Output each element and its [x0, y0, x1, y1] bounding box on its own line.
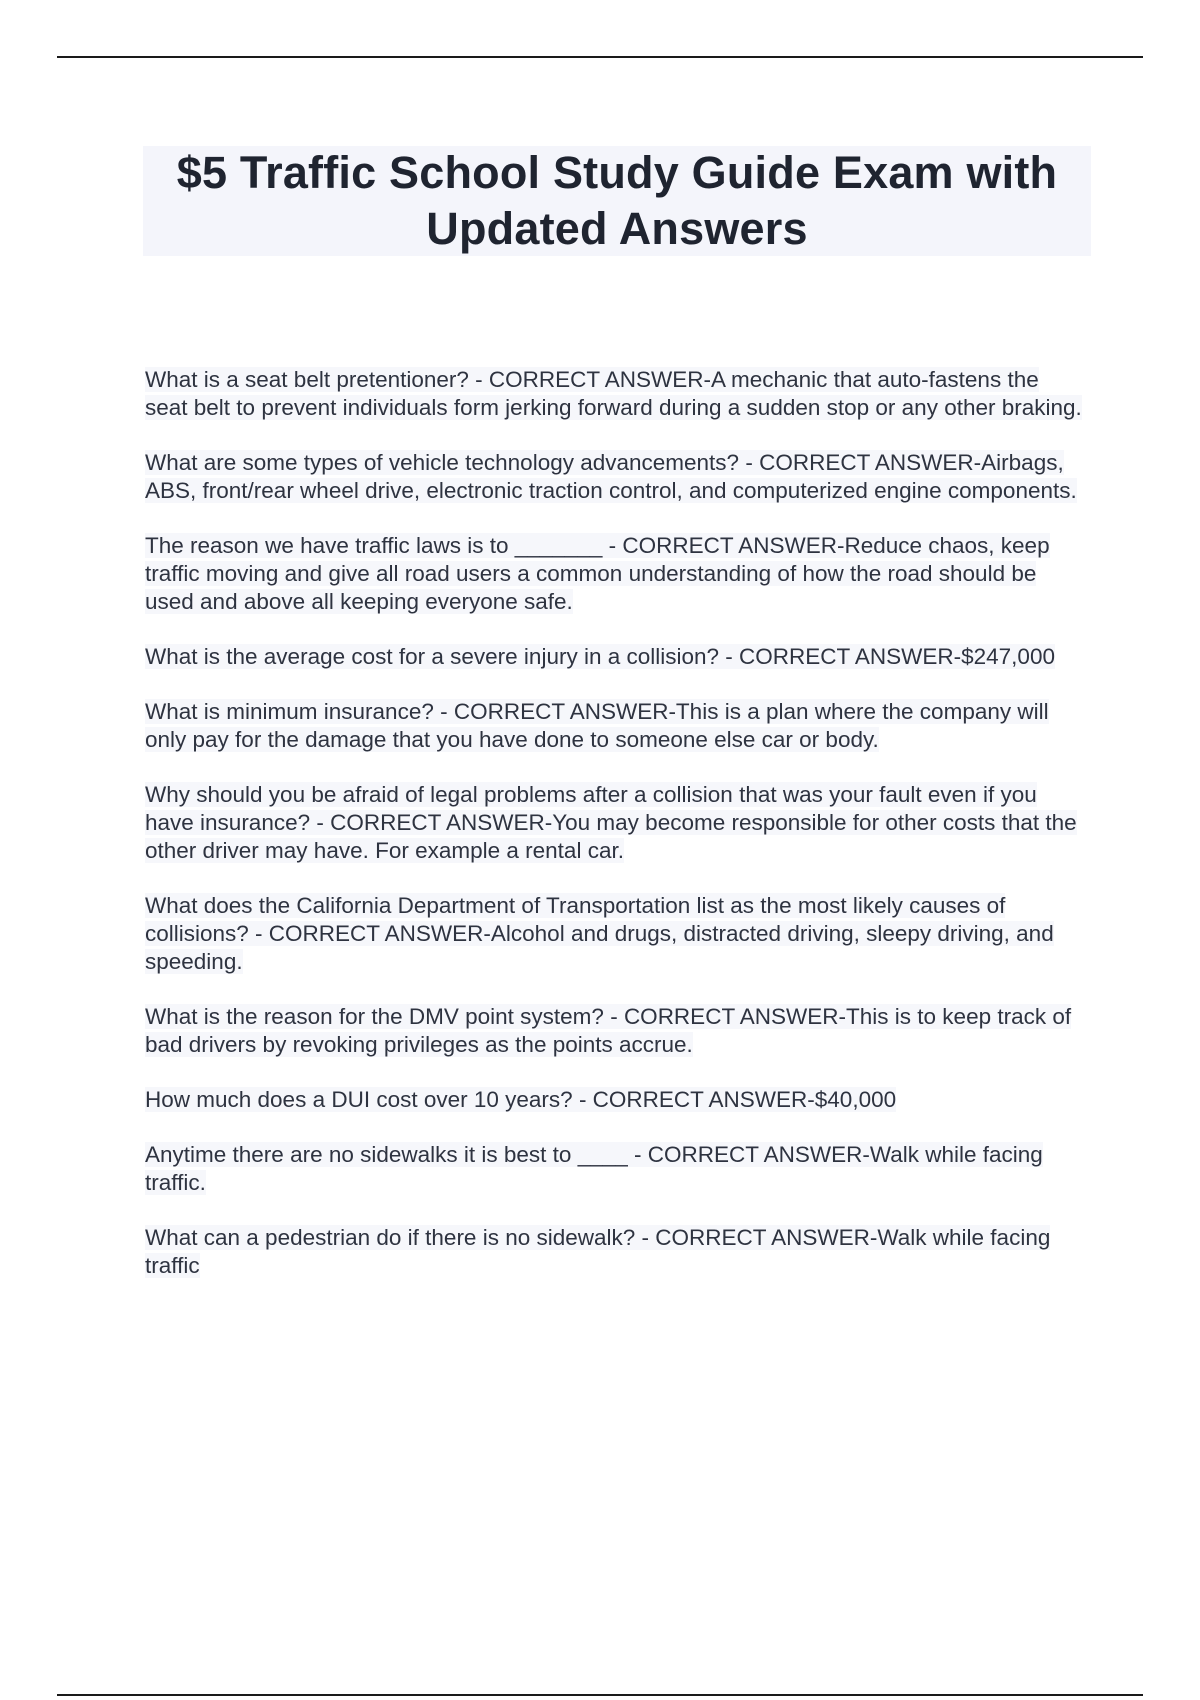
- qa-text: What are some types of vehicle technology advancements? - CORRECT ANSWER-Airbags, ABS, front/rear wheel drive, electronic traction control, and computerized engine components.: [145, 450, 1077, 503]
- qa-item: [145, 1141, 1085, 1197]
- top-rule: [57, 56, 1143, 58]
- qa-text: What does the California Department of Transportation list as the most likely causes of collisions? - CORRECT ANSWER-Alcohol and drugs, distracted driving, sleepy driving, and speeding.: [145, 893, 1054, 974]
- qa-text: The reason we have traffic laws is to _______ - CORRECT ANSWER-Reduce chaos, keep traffic moving and give all road users a common understanding of how the road should be used and above all keeping everyone safe.: [145, 533, 1050, 614]
- title-line-1: $5 Traffic School Study Guide Exam with: [176, 147, 1058, 198]
- qa-text: What is the reason for the DMV point system? - CORRECT ANSWER-This is to keep track of bad drivers by revoking privileges as the points accrue.: [145, 1004, 1072, 1057]
- qa-item: [145, 1003, 1085, 1059]
- document-title: [177, 145, 1058, 257]
- qa-text: What can a pedestrian do if there is no sidewalk? - CORRECT ANSWER-Walk while facing traffic: [145, 1225, 1051, 1278]
- qa-item: [145, 366, 1085, 422]
- qa-item: [145, 449, 1085, 505]
- qa-text: What is a seat belt pretentioner? - CORRECT ANSWER-A mechanic that auto-fastens the seat belt to prevent individuals form jerking forward during a sudden stop or any other braking.: [145, 367, 1082, 420]
- bottom-rule: [57, 1694, 1143, 1696]
- qa-item: [145, 781, 1085, 865]
- qa-list: [145, 366, 1085, 1307]
- title-box: [143, 146, 1091, 256]
- qa-item: [145, 532, 1085, 616]
- qa-item: [145, 698, 1085, 754]
- qa-item: [145, 643, 1085, 671]
- qa-item: [145, 1224, 1085, 1280]
- title-line-2: Updated Answers: [426, 203, 808, 254]
- qa-item: [145, 892, 1085, 976]
- qa-text: What is minimum insurance? - CORRECT ANSWER-This is a plan where the company will only pay for the damage that you have done to someone else car or body.: [145, 699, 1049, 752]
- qa-text: What is the average cost for a severe injury in a collision? - CORRECT ANSWER-$247,000: [145, 644, 1055, 669]
- qa-text: Why should you be afraid of legal problems after a collision that was your fault even if you have insurance? - CORRECT ANSWER-You may become responsible for other costs that the other driver may have. For example a rental car.: [145, 782, 1077, 863]
- qa-text: Anytime there are no sidewalks it is best to ____ - CORRECT ANSWER-Walk while facing traffic.: [145, 1142, 1043, 1195]
- qa-text: How much does a DUI cost over 10 years? - CORRECT ANSWER-$40,000: [145, 1087, 897, 1112]
- qa-item: [145, 1086, 1085, 1114]
